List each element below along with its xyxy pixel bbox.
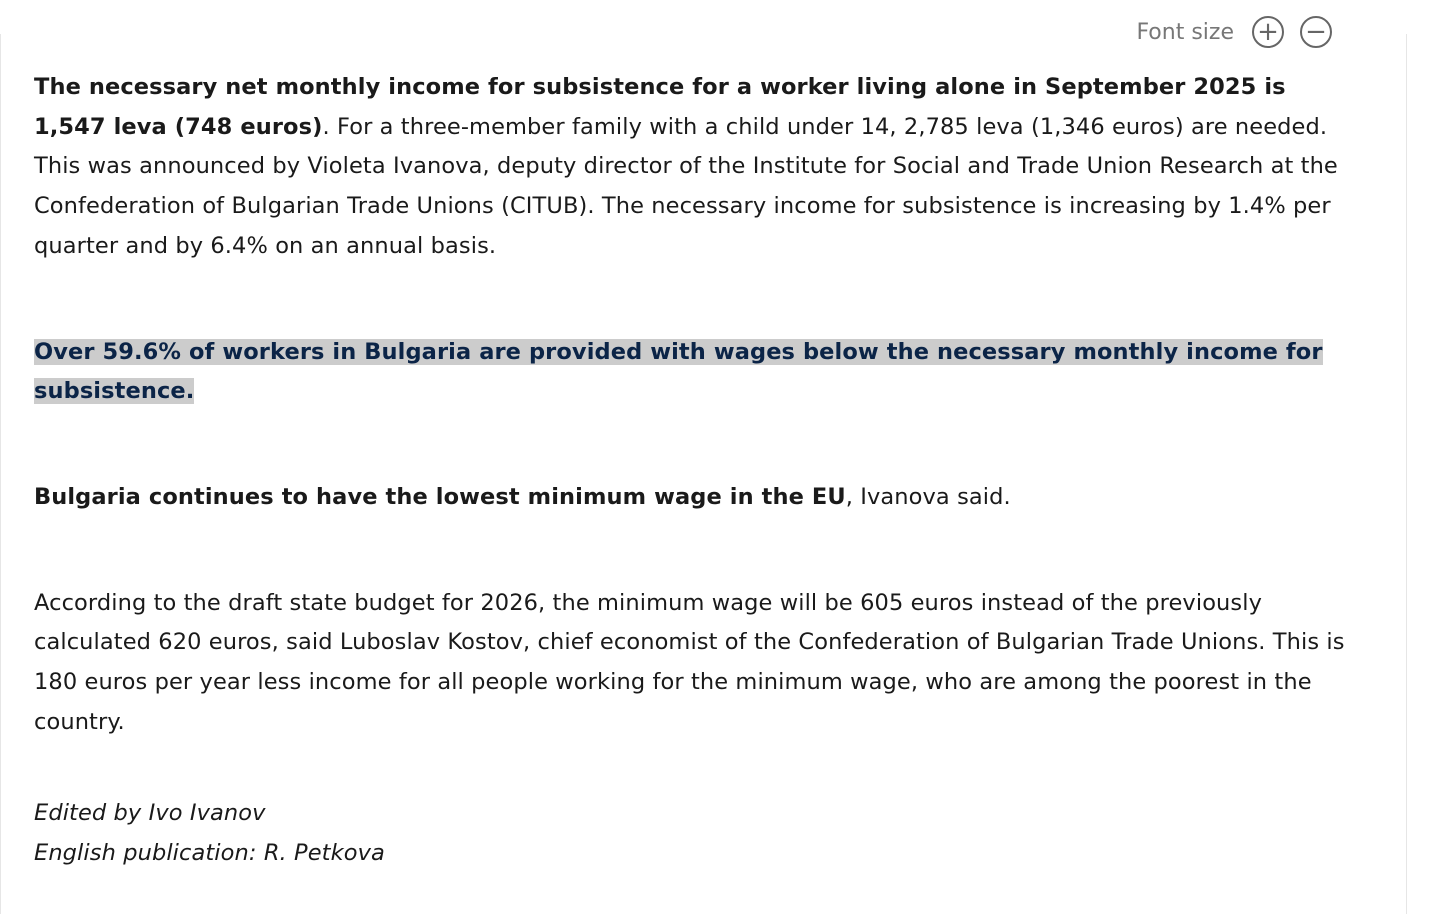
paragraph-subsistence-income xyxy=(34,68,1354,267)
paragraph-budget: According to the draft state budget for 2026, the minimum wage will be 605 euros instead of the previously calculated 620 euros, said Luboslav Kostov, chief economist of the Confederation of Bulgarian Trade Unions. This is 180 euros per year less income for all people working for the minimum wage, who are among the poorest in the country. xyxy=(34,589,1345,735)
plus-circle-icon[interactable]: + xyxy=(1252,16,1284,48)
font-size-control xyxy=(1136,16,1332,48)
minus-circle-icon[interactable]: − xyxy=(1300,16,1332,48)
edited-by: Edited by Ivo Ivanov xyxy=(34,800,266,827)
paragraph-text: , Ivanova said. xyxy=(845,483,1011,510)
paragraph-minimum-wage xyxy=(34,478,1354,518)
selected-text: Over 59.6% of workers in Bulgaria are provided with wages below the necessary monthly income for subsistence. xyxy=(34,338,1323,405)
font-size-label: Font size xyxy=(1136,19,1234,45)
highlighted-paragraph xyxy=(34,333,1354,412)
paragraph-text: . For a three-member family with a child under 14, 2,785 leva (1,346 euros) are needed. This was announced by Violeta Ivanova, deputy director of the Institute for Social and Trade Union Research at the Confederation of Bulgarian Trade Unions (CITUB). The necessary income for subsistence is increasing by 1.4% per quarter and by 6.4% on an annual basis. xyxy=(34,113,1338,259)
lead-bold-text: The necessary net monthly income for subsistence for a worker living alone in September 2025 is 1,547 leva (748 euros) xyxy=(34,74,1286,140)
bold-text: Bulgaria continues to have the lowest minimum wage in the EU xyxy=(34,483,846,510)
publication-credit: English publication: R. Petkova xyxy=(34,840,385,867)
article-body xyxy=(34,68,1354,874)
